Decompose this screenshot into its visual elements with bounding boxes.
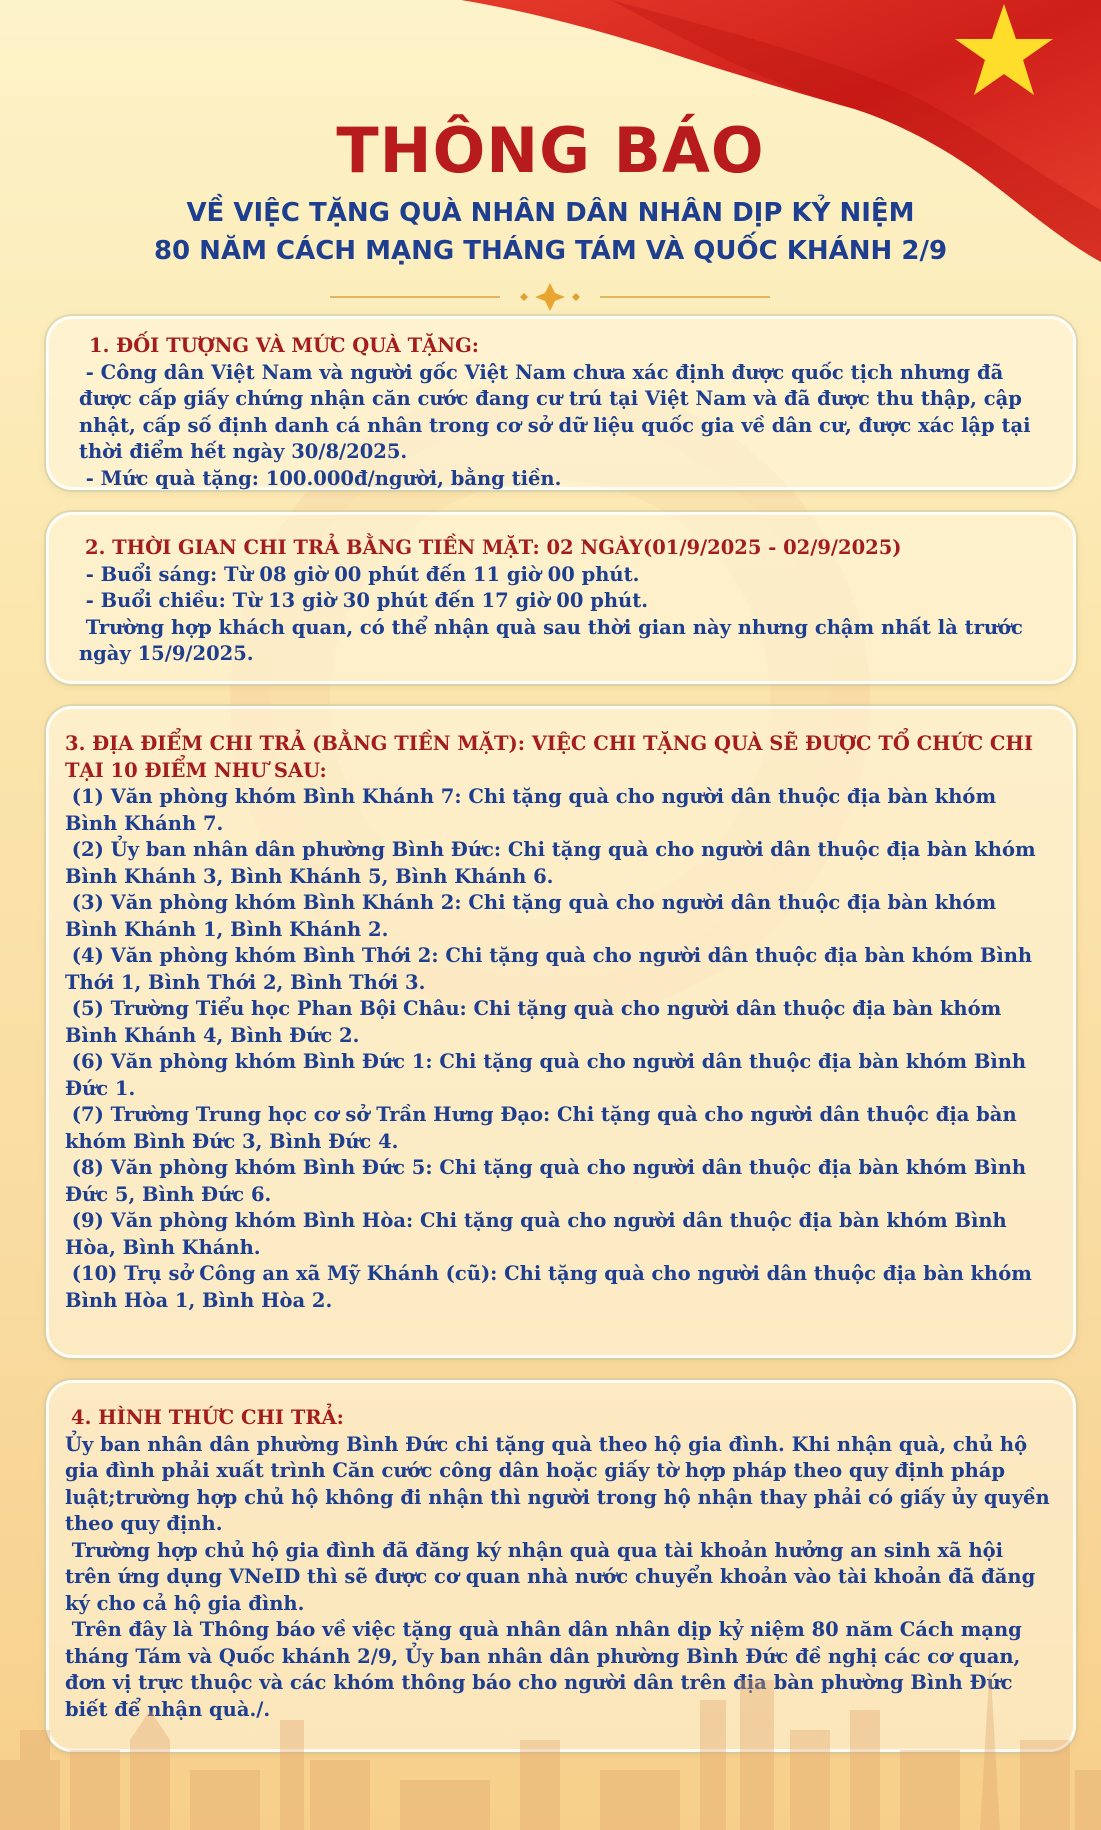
section-3-heading: 3. ĐỊA ĐIỂM CHI TRẢ (BẰNG TIỀN MẶT): VIỆC CHI TẶNG QUÀ SẼ ĐƯỢC TỔ CHỨC CHI TẠI 10 ĐIỂM NHƯ SAU: xyxy=(65,732,1033,782)
section-1-heading: 1. ĐỐI TƯỢNG VÀ MỨC QUÀ TẶNG: xyxy=(89,334,479,357)
section-3-card xyxy=(46,706,1076,1358)
location-item-7: (7) Trường Trung học cơ sở Trần Hưng Đạo: Chi tặng quà cho người dân thuộc địa bàn khóm Bình Đức 3, Bình Đức 4. xyxy=(65,1103,1024,1153)
section-2-note: Trường hợp khách quan, có thể nhận quà sau thời gian này nhưng chậm nhất là trước ngày 15/9/2025. xyxy=(79,615,1030,665)
subtitle-line-2: 80 NĂM CÁCH MẠNG THÁNG TÁM VÀ QUỐC KHÁNH 2/9 xyxy=(153,236,948,266)
section-2-morning: - Buổi sáng: Từ 08 giờ 00 phút đến 11 giờ 00 phút. xyxy=(79,562,640,586)
section-1-paragraph-1: - Công dân Việt Nam và người gốc Việt Nam chưa xác định được quốc tịch nhưng đã được cấp giấy chứng nhận căn cước đang cư trú tại Việt Nam và đã được thu thập, cập nhật, cấp số định danh cá nhân trong cơ sở dữ liệu quốc gia về dân cư, được xác lập tại thời điểm hết ngày 30/8/2025. xyxy=(79,360,1038,463)
city-skyline-image xyxy=(0,1640,1101,1830)
location-item-2: (2) Ủy ban nhân dân phường Bình Đức: Chi tặng quà cho người dân thuộc địa bàn khóm Bình Khánh 3, Bình Khánh 5, Bình Khánh 6. xyxy=(65,838,1043,888)
section-1-card xyxy=(46,316,1076,490)
location-item-1: (1) Văn phòng khóm Bình Khánh 7: Chi tặng quà cho người dân thuộc địa bàn khóm Bình Khánh 7. xyxy=(65,785,1003,835)
section-4-heading: 4. HÌNH THỨC CHI TRẢ: xyxy=(71,1406,344,1429)
location-item-4: (4) Văn phòng khóm Bình Thới 2: Chi tặng quà cho người dân thuộc địa bàn khóm Bình Thới 1, Bình Thới 2, Bình Thới 3. xyxy=(65,944,1039,994)
section-2-afternoon: - Buổi chiều: Từ 13 giờ 30 phút đến 17 giờ 00 phút. xyxy=(79,589,649,612)
location-item-10: (10) Trụ sở Công an xã Mỹ Khánh (cũ): Chi tặng quà cho người dân thuộc địa bàn khóm Bình Hòa 1, Bình Hòa 2. xyxy=(65,1262,1039,1312)
location-item-6: (6) Văn phòng khóm Bình Đức 1: Chi tặng quà cho người dân thuộc địa bàn khóm Bình Đức 1. xyxy=(65,1050,1033,1100)
location-item-3: (3) Văn phòng khóm Bình Khánh 2: Chi tặng quà cho người dân thuộc địa bàn khóm Bình Khánh 1, Bình Khánh 2. xyxy=(65,891,1003,941)
section-4-paragraph-2: Trường hợp chủ hộ gia đình đã đăng ký nhận quà qua tài khoản hưởng an sinh xã hội trên ứng dụng VNeID thì sẽ được cơ quan nhà nước chuyển khoản vào tài khoản đã đăng ký cho cả hộ gia đình. xyxy=(65,1538,1043,1615)
section-1-paragraph-2: - Mức quà tặng: 100.000đ/người, bằng tiền. xyxy=(79,466,562,490)
section-2-card xyxy=(46,512,1076,684)
location-item-8: (8) Văn phòng khóm Bình Đức 5: Chi tặng quà cho người dân thuộc địa bàn khóm Bình Đức 5, Bình Đức 6. xyxy=(65,1156,1033,1206)
section-2-heading: 2. THỜI GIAN CHI TRẢ BẰNG TIỀN MẶT: 02 NGÀY(01/9/2025 - 02/9/2025) xyxy=(85,536,902,559)
location-item-5: (5) Trường Tiểu học Phan Bội Châu: Chi tặng quà cho người dân thuộc địa bàn khóm Bình Khánh 4, Bình Đức 2. xyxy=(65,997,1009,1047)
page-subtitle xyxy=(0,194,1101,270)
ornament-divider xyxy=(330,283,770,311)
subtitle-line-1: VỀ VIỆC TẶNG QUÀ NHÂN DÂN NHÂN DỊP KỶ NIỆM xyxy=(186,198,915,228)
page-title: THÔNG BÁO xyxy=(336,114,765,187)
section-4-paragraph-3: Trên đây là Thông báo về việc tặng quà nhân dân nhân dịp kỷ niệm 80 năm Cách mạng tháng Tám và Quốc khánh 2/9, Ủy ban nhân dân phường Bình Đức đề nghị các cơ quan, đơn vị trực thuộc và các khóm thông báo cho người dân trên địa bàn phường Bình Đức biết để nhận quà./. xyxy=(65,1618,1029,1721)
location-item-9: (9) Văn phòng khóm Bình Hòa: Chi tặng quà cho người dân thuộc địa bàn khóm Bình Hòa, Bình Khánh. xyxy=(65,1209,1014,1259)
section-4-paragraph-1: Ủy ban nhân dân phường Bình Đức chi tặng quà theo hộ gia đình. Khi nhận quà, chủ hộ gia đình phải xuất trình Căn cước công dân hoặc giấy tờ hợp pháp theo quy định pháp luật;trường hợp chủ hộ không đi nhận thì người trong hộ nhận thay phải có giấy ủy quyền theo quy định. xyxy=(65,1432,1057,1535)
header xyxy=(0,114,1101,270)
